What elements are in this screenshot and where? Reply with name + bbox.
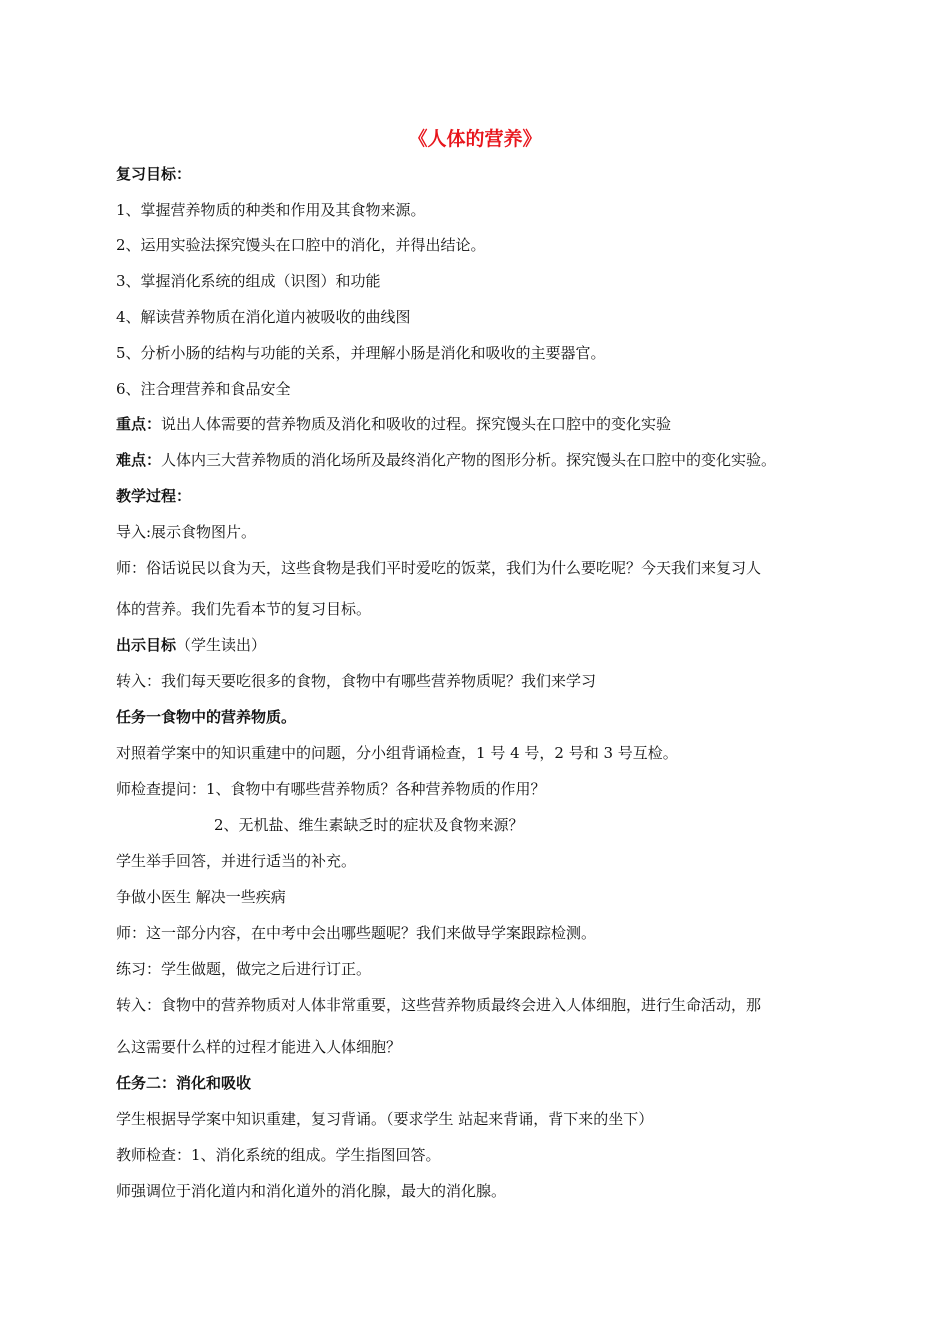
document-title: 《人体的营养》 [408, 128, 542, 150]
show-goal-label: 出示目标 [116, 636, 177, 654]
key-points-text: 说出人体需要的营养物质及消化和吸收的过程。探究馒头在口腔中的变化实验 [161, 415, 672, 433]
task1-answer: 学生举手回答，并进行适当的补充。 [116, 852, 357, 870]
task1-question: 2、无机盐、维生素缺乏时的症状及食物来源？ [214, 816, 524, 834]
objective-item: 4、解读营养物质在消化道内被吸收的曲线图 [116, 308, 411, 326]
objective-item: 1、掌握营养物质的种类和作用及其食物来源。 [116, 201, 426, 219]
objective-item: 5、分析小肠的结构与功能的关系，并理解小肠是消化和吸收的主要器官。 [116, 344, 606, 362]
process-heading: 教学过程： [116, 487, 192, 505]
task1-question: 师检查提问：1、食物中有哪些营养物质？各种营养物质的作用？ [116, 780, 546, 798]
show-goal-note: （学生读出） [176, 636, 267, 654]
doctor-line: 争做小医生 解决一些疾病 [116, 888, 286, 906]
objectives-heading: 复习目标： [116, 165, 192, 183]
intro-line: 导入:展示食物图片。 [116, 523, 257, 541]
transition-line: 么这需要什么样的过程才能进入人体细胞？ [116, 1038, 402, 1056]
task2-text: 学生根据导学案中知识重建，复习背诵。（要求学生 站起来背诵，背下来的坐下） [116, 1110, 654, 1128]
objective-item: 2、运用实验法探究馒头在口腔中的消化，并得出结论。 [116, 236, 486, 254]
practice-line: 练习：学生做题，做完之后进行订正。 [116, 960, 372, 978]
task1-heading: 任务一食物中的营养物质。 [116, 708, 297, 726]
difficulties-label: 难点： [116, 451, 162, 469]
transition-line: 转入：我们每天要吃很多的食物，食物中有哪些营养物质呢？我们来学习 [116, 672, 597, 690]
task2-check: 教师检查：1、消化系统的组成。学生指图回答。 [116, 1146, 441, 1164]
difficulties [116, 450, 856, 470]
teacher-line: 师：俗话说民以食为天，这些食物是我们平时爱吃的饭菜，我们为什么要吃呢？今天我们来复习人 [116, 559, 762, 577]
teacher-line: 体的营养。我们先看本节的复习目标。 [116, 600, 372, 618]
difficulties-text: 人体内三大营养物质的消化场所及最终消化产物的图形分析。探究馒头在口腔中的变化实验。 [161, 451, 777, 469]
transition-line: 转入：食物中的营养物质对人体非常重要，这些营养物质最终会进入人体细胞，进行生命活动，那 [116, 996, 762, 1014]
task2-emphasis: 师强调位于消化道内和消化道外的消化腺，最大的消化腺。 [116, 1182, 507, 1200]
key-points-label: 重点： [116, 415, 162, 433]
key-points [116, 414, 856, 434]
task2-heading: 任务二：消化和吸收 [116, 1074, 252, 1092]
show-goal-line [116, 635, 856, 655]
objective-item: 6、注合理营养和食品安全 [116, 380, 291, 398]
objective-item: 3、掌握消化系统的组成（识图）和功能 [116, 272, 381, 290]
exam-line: 师：这一部分内容，在中考中会出哪些题呢？我们来做导学案跟踪检测。 [116, 924, 597, 942]
task1-text: 对照着学案中的知识重建中的问题，分小组背诵检查，1 号 4 号，2 号和 3 号互检。 [116, 744, 678, 762]
